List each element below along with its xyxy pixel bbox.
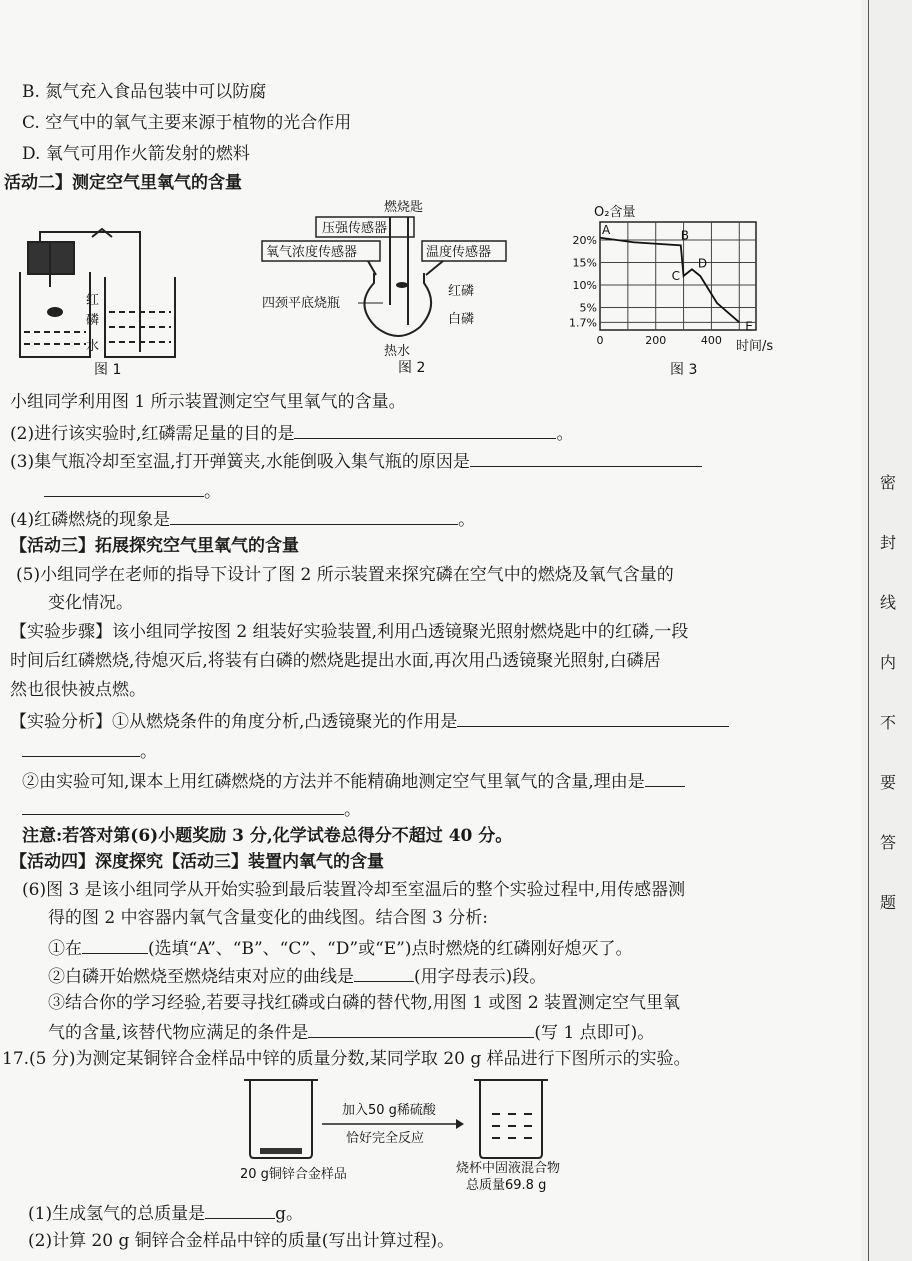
seal-char: 要	[880, 773, 897, 792]
ana1-text: 【实验分析】①从燃烧条件的角度分析,凸透镜聚光的作用是	[10, 712, 458, 732]
seal-char: 答	[880, 833, 897, 852]
q4-answer-blank[interactable]	[170, 506, 458, 525]
fig4-right-caption2: 总质量69.8 g	[466, 1178, 547, 1193]
fig4-left-caption: 20 g铜锌合金样品	[240, 1167, 347, 1182]
fig2-flask-label: 四颈平底烧瓶	[262, 296, 341, 311]
question-6-line1: (6)图 3 是该小组同学从开始实验到最后装置冷却至室温后的整个实验过程中,用传感器测	[22, 880, 686, 900]
q2-text: (2)进行该实验时,红磷需足量的目的是	[10, 424, 295, 444]
figure-2	[258, 195, 520, 375]
q6-part3-b: (写 1 点即可)。	[534, 1023, 655, 1043]
q2-period: 。	[556, 424, 574, 444]
ana2-answer-blank[interactable]	[645, 768, 685, 787]
seal-char: 内	[880, 653, 897, 672]
activity2-heading: 活动二】测定空气里氧气的含量	[4, 173, 242, 193]
fig2-spoon-label: 燃烧匙	[384, 200, 424, 215]
question-6-part2	[48, 963, 546, 989]
figure-3-chart	[560, 198, 800, 378]
fig2-hotwater-label: 热水	[384, 344, 411, 359]
q6-part3-a: 气的含量,该替代物应满足的条件是	[48, 1023, 309, 1043]
point-label-d: D	[697, 256, 708, 271]
seal-char: 不	[880, 713, 897, 732]
fig1-label-water: 水	[86, 339, 100, 354]
ana1-answer-blank-cont[interactable]	[22, 738, 140, 757]
point-label-a: A	[602, 222, 611, 237]
figure-1	[10, 212, 190, 378]
q4-text: (4)红磷燃烧的现象是	[10, 510, 171, 530]
y-tick-label: 1.7%	[569, 316, 597, 330]
seal-char: 密	[880, 473, 897, 492]
y-tick-label: 10%	[572, 279, 597, 292]
q6-part2-b: (用字母表示)段。	[414, 967, 547, 987]
point-label-b: B	[680, 228, 690, 243]
fig2-redp-label: 红磷	[448, 284, 475, 299]
ana2-answer-blank-cont[interactable]	[22, 796, 344, 815]
q6-part1-blank[interactable]	[82, 935, 148, 954]
fig1-label-red: 红	[86, 293, 100, 308]
fig2-oxygen-label: 氧气浓度传感器	[266, 245, 358, 260]
fig3-xlabel: 时间/s	[736, 339, 774, 354]
analysis-1-cont	[22, 738, 157, 764]
question-17-1	[28, 1200, 303, 1226]
x-tick-label: 400	[700, 334, 722, 347]
fig4-arrow-top: 加入50 g稀硫酸	[342, 1103, 436, 1118]
o2-curve	[600, 238, 739, 323]
question-6-part3-cont	[48, 1019, 654, 1045]
q6-part2-blank[interactable]	[354, 963, 414, 982]
x-tick-label: 0	[596, 334, 604, 347]
fig2-caption: 图 2	[398, 360, 426, 375]
analysis-2-cont	[22, 796, 361, 822]
question-5-line1: (5)小组同学在老师的指导下设计了图 2 所示装置来探究磷在空气中的燃烧及氧气含量的	[16, 565, 674, 585]
y-tick-label: 5%	[579, 301, 597, 315]
question-2	[10, 420, 573, 446]
analysis-2	[22, 768, 685, 794]
q6-part3-blank[interactable]	[308, 1019, 534, 1038]
question-3	[10, 448, 702, 474]
q3-answer-blank[interactable]	[470, 448, 702, 467]
point-label-e: E	[745, 319, 753, 334]
x-tick-label: 200	[645, 334, 667, 347]
point-label-c: C	[671, 269, 680, 283]
question-17-2: (2)计算 20 g 铜锌合金样品中锌的质量(写出计算过程)。	[28, 1231, 455, 1251]
q4-period: 。	[458, 510, 476, 530]
question-6-part1	[48, 935, 633, 961]
fig1-caption: 图 1	[94, 362, 122, 378]
ana1-period: 。	[140, 742, 157, 762]
intro-text: 小组同学利用图 1 所示装置测定空气里氧气的含量。	[10, 392, 406, 412]
fig1-label-p: 磷	[86, 313, 100, 328]
q6-part1-b: (选填“A”、“B”、“C”、“D”或“E”)点时燃烧的红磷刚好熄灭了。	[148, 939, 633, 959]
q6-part1-a: ①在	[48, 939, 82, 959]
q17-1-blank[interactable]	[205, 1200, 275, 1219]
steps-line2: 时间后红磷燃烧,待熄灭后,将装有白磷的燃烧匙提出水面,再次用凸透镜聚光照射,白磷居	[10, 651, 661, 671]
y-tick-label: 15%	[572, 256, 597, 270]
figure-4-process	[230, 1074, 600, 1194]
question-6-line2: 得的图 2 中容器内氧气含量变化的曲线图。结合图 3 分析:	[48, 908, 488, 928]
q17-1-b: g。	[275, 1204, 303, 1224]
fig2-pressure-label: 压强传感器	[322, 221, 388, 236]
fig4-right-caption1: 烧杯中固液混合物	[456, 1161, 561, 1176]
y-tick-label: 20%	[572, 234, 597, 247]
fig2-temp-label: 温度传感器	[426, 245, 492, 260]
ana1-answer-blank[interactable]	[457, 708, 729, 727]
option-b: B. 氮气充入食品包装中可以防腐	[22, 82, 267, 102]
q3-answer-blank-cont[interactable]	[44, 478, 204, 497]
fig4-arrow-bottom: 恰好完全反应	[346, 1131, 425, 1146]
q3-text: (3)集气瓶冷却至室温,打开弹簧夹,水能倒吸入集气瓶的原因是	[10, 452, 470, 472]
seal-line	[868, 0, 869, 1261]
q17-1-a: (1)生成氢气的总质量是	[28, 1204, 206, 1224]
question-17: 17.(5 分)为测定某铜锌合金样品中锌的质量分数,某同学取 20 g 样品进行下图所示的实验。	[2, 1049, 691, 1069]
question-4	[10, 506, 475, 532]
seal-line-margin	[862, 0, 912, 1261]
q6-part2-a: ②白磷开始燃烧至燃烧结束对应的曲线是	[48, 967, 354, 987]
option-d: D. 氧气可用作火箭发射的燃料	[22, 144, 250, 164]
question-5-line2: 变化情况。	[48, 593, 133, 613]
fig2-whitep-label: 白磷	[448, 312, 475, 327]
option-c: C. 空气中的氧气主要来源于植物的光合作用	[22, 113, 352, 133]
steps-line3: 然也很快被点燃。	[10, 680, 146, 700]
steps-line1: 【实验步骤】该小组同学按图 2 组装好实验装置,利用凸透镜聚光照射燃烧匙中的红磷,一段	[10, 622, 689, 642]
activity4-heading: 【活动四】深度探究【活动三】装置内氧气的含量	[10, 852, 384, 872]
ana2-text: ②由实验可知,课本上用红磷燃烧的方法并不能精确地测定空气里氧气的含量,理由是	[22, 772, 645, 792]
q3-period: 。	[204, 482, 221, 502]
ana2-period: 。	[344, 800, 361, 820]
q2-answer-blank[interactable]	[294, 420, 556, 439]
fig3-ylabel: O₂含量	[594, 205, 636, 220]
question-3-cont	[44, 478, 221, 504]
bonus-note: 注意:若答对第(6)小题奖励 3 分,化学试卷总得分不超过 40 分。	[22, 826, 513, 846]
seal-char: 线	[880, 593, 897, 612]
activity3-heading: 【活动三】拓展探究空气里氧气的含量	[10, 536, 299, 556]
question-6-part3: ③结合你的学习经验,若要寻找红磷或白磷的替代物,用图 1 或图 2 装置测定空气里氧	[48, 993, 681, 1013]
fig3-caption: 图 3	[670, 362, 698, 378]
seal-char: 题	[880, 893, 897, 912]
seal-char: 封	[880, 533, 897, 552]
analysis-1	[10, 708, 729, 734]
